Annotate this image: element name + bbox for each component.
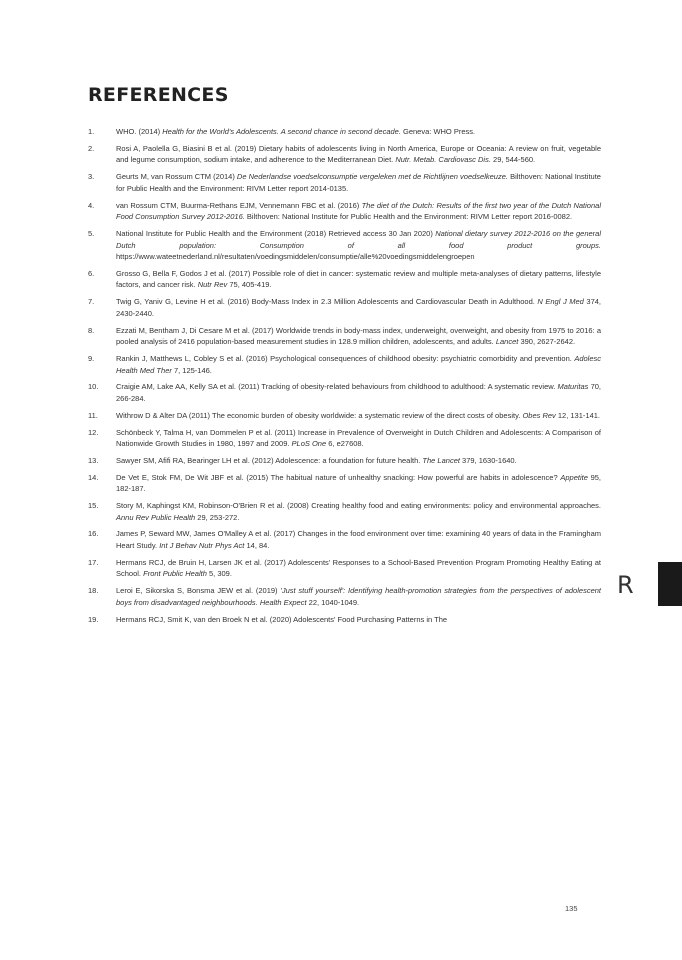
reference-segment: WHO. (2014) xyxy=(116,127,163,136)
reference-number: 19. xyxy=(88,614,99,624)
reference-segment: 12, 131-141. xyxy=(555,410,600,420)
reference-segment: Hermans RCJ, de Bruin H, Larsen JK et al. (2017) Adolescents' Responses to a School-Based Prevention Program Promoting Healthy Eating at School. xyxy=(116,557,601,579)
reference-number: 13. xyxy=(88,455,99,465)
reference-item xyxy=(88,500,601,523)
reference-italic-segment: Adolesc Health Med Ther xyxy=(116,354,601,375)
references-heading: REFERENCES xyxy=(88,84,229,106)
reference-text xyxy=(116,144,601,165)
reference-number: 7. xyxy=(88,297,95,307)
reference-italic-segment: Maturitas xyxy=(557,382,589,392)
reference-italic-segment: National dietary survey 2012-2016 on the general Dutch population: Consumption of all food product groups. xyxy=(116,228,602,250)
reference-number: 5. xyxy=(88,228,95,238)
reference-text xyxy=(116,326,601,347)
reference-item xyxy=(88,455,601,467)
reference-number: 9. xyxy=(88,354,95,363)
reference-italic-segment: The diet of the Dutch: Results of the first two year of the Dutch National Food Consumption Survey 2012-2016. xyxy=(116,200,601,222)
reference-segment: 75, 405-419. xyxy=(227,280,272,290)
reference-text xyxy=(116,473,601,494)
reference-italic-segment: Health for the World's Adolescents. A second chance in second decade. xyxy=(162,127,401,136)
reference-segment: Bilthoven: National Institute for Public Health and the Environment: RIVM Letter report 2014-0135. xyxy=(116,172,601,193)
reference-italic-segment: 'Just stuff yourself': Identifying health-promotion strategies from the perspectives of adolescent boys from disadvantaged neighbourhoods. xyxy=(116,586,601,607)
reference-number: 17. xyxy=(88,557,99,567)
reference-segment: 29, 544-560. xyxy=(490,155,536,165)
reference-item xyxy=(88,171,601,194)
reference-number: 2. xyxy=(88,143,95,153)
reference-italic-segment: N Engl J Med xyxy=(537,297,584,307)
reference-number: 1. xyxy=(88,127,95,136)
chapter-tab-letter: R xyxy=(617,571,634,599)
reference-italic-segment: De Nederlandse voedselconsumptie vergeleken met de Richtlijnen voedselkeuze. xyxy=(236,172,508,182)
reference-text xyxy=(116,558,601,579)
reference-text xyxy=(116,456,517,465)
reference-segment: James P, Seward MW, James O'Malley A et al. (2017) Changes in the food environment over time: examining 40 years of data in the Framingham Heart Study. xyxy=(116,529,601,551)
reference-italic-segment: Health Expect xyxy=(259,597,307,607)
reference-italic-segment: Int J Behav Nutr Phys Act xyxy=(159,541,245,551)
reference-number: 15. xyxy=(88,501,99,511)
reference-number: 8. xyxy=(88,325,95,335)
reference-item xyxy=(88,143,601,166)
reference-text xyxy=(116,127,475,136)
reference-text xyxy=(116,428,601,449)
reference-item xyxy=(88,268,601,291)
reference-segment: https://www.wateetnederland.nl/resultaten/voedingsmiddelen/consumptie/alle%20voedingsmiddelengroepen xyxy=(116,252,475,262)
reference-item xyxy=(88,200,601,223)
reference-italic-segment: Obes Rev xyxy=(522,410,556,420)
reference-italic-segment: Appetite xyxy=(560,472,588,482)
reference-text xyxy=(116,529,601,550)
reference-text xyxy=(116,354,601,375)
reference-segment: De Vet E, Stok FM, De Wit JBF et al. (2015) The habitual nature of unhealthy snacking: How powerful are habits in adolescence? xyxy=(116,472,561,482)
reference-segment: Story M, Kaphingst KM, Robinson-O'Brien R et al. (2008) Creating healthy food and eating environments: policy and environmental approaches. xyxy=(116,501,601,511)
reference-segment: 5, 309. xyxy=(206,569,232,579)
reference-segment: Twig G, Yaniv G, Levine H et al. (2016) Body-Mass Index in 2.3 Million Adolescents and Cardiovascular Death in Adulthood. xyxy=(116,297,538,307)
reference-item xyxy=(88,410,601,422)
reference-number: 3. xyxy=(88,172,95,182)
reference-item xyxy=(88,228,601,263)
chapter-tab xyxy=(658,562,682,606)
reference-italic-segment: PLoS One xyxy=(291,439,327,449)
reference-segment: 95, 182-187. xyxy=(116,472,602,494)
reference-segment: Hermans RCJ, Smit K, van den Broek N et al. (2020) Adolescents' Food Purchasing Patterns in The xyxy=(116,614,448,624)
reference-text xyxy=(116,229,601,261)
reference-text xyxy=(116,269,601,290)
reference-number: 14. xyxy=(88,472,99,482)
reference-item xyxy=(88,381,601,404)
reference-number: 11. xyxy=(88,410,98,420)
reference-segment: 6, e27608. xyxy=(326,439,364,449)
page-number: 135 xyxy=(565,904,578,913)
reference-segment: 22, 1040-1049. xyxy=(306,597,360,607)
reference-segment: Leroi E, Sikorska S, Bonsma JEW et al. (2019) xyxy=(116,586,281,596)
reference-number: 16. xyxy=(88,529,99,539)
reference-item xyxy=(88,325,601,348)
reference-text xyxy=(116,411,600,420)
reference-item xyxy=(88,585,601,608)
reference-italic-segment: Nutr Rev xyxy=(197,280,228,290)
reference-item xyxy=(88,353,601,376)
reference-segment: National Institute for Public Health and the Environment (2018) Retrieved access 30 Jan 2020) xyxy=(116,228,436,238)
reference-italic-segment: The Lancet xyxy=(422,455,460,465)
reference-segment: Geneva: WHO Press. xyxy=(400,127,476,136)
reference-segment: Rankin J, Matthews L, Cobley S et al. (2016) Psychological consequences of childhood obesity: psychiatric comorbidity and prevention. xyxy=(116,354,575,363)
reference-item xyxy=(88,427,601,450)
reference-segment: van Rossum CTM, Buurma-Rethans EJM, Vennemann FBC et al. (2016) xyxy=(116,200,362,210)
reference-item xyxy=(88,472,601,495)
reference-number: 4. xyxy=(88,200,95,210)
reference-text xyxy=(116,297,601,318)
reference-item xyxy=(88,528,601,551)
reference-segment: 7, 125-146. xyxy=(171,365,212,375)
reference-segment: 14, 84. xyxy=(244,541,270,551)
reference-segment: Withrow D & Alter DA (2011) The economic burden of obesity worldwide: a systematic review of the direct costs of obesity. xyxy=(116,410,523,420)
reference-italic-segment: Lancet xyxy=(495,337,519,347)
reference-item xyxy=(88,126,601,138)
reference-segment: 29, 253-272. xyxy=(195,512,240,522)
reference-number: 18. xyxy=(88,586,99,596)
reference-item xyxy=(88,296,601,319)
reference-text xyxy=(116,501,601,522)
reference-italic-segment: Front Public Health xyxy=(143,569,207,579)
reference-item xyxy=(88,614,601,626)
reference-segment: Grosso G, Bella F, Godos J et al. (2017) Possible role of diet in cancer: systematic review and multiple meta-analyses of dietary patterns, lifestyle factors, and cancer risk. xyxy=(116,268,601,290)
reference-italic-segment: Nutr. Metab. Cardiovasc Dis. xyxy=(395,155,491,165)
reference-item xyxy=(88,557,601,580)
reference-segment: Geurts M, van Rossum CTM (2014) xyxy=(116,172,237,182)
reference-text xyxy=(116,382,601,403)
reference-text xyxy=(116,201,601,222)
reference-text xyxy=(116,586,601,607)
reference-segment: 374, 2430-2440. xyxy=(116,297,601,318)
reference-segment: Rosi A, Paolella G, Biasini B et al. (2019) Dietary habits of adolescents living in North America, Europe or Oceania: A review on fruit, vegetable and legume consumption, sodium intake, and adherence to the Mediterranean Diet. xyxy=(116,143,601,165)
reference-text xyxy=(116,615,447,624)
reference-number: 10. xyxy=(88,382,99,392)
reference-segment: Schönbeck Y, Talma H, van Dommelen P et al. (2011) Increase in Prevalence of Overweight in Dutch Children and Adolescents: A Comparison of Nationwide Growth Studies in 1980, 1997 and 2009. xyxy=(116,427,601,449)
reference-segment: Craigie AM, Lake AA, Kelly SA et al. (2011) Tracking of obesity-related behaviours from childhood to adulthood: A systematic review. xyxy=(116,382,558,392)
reference-text xyxy=(116,172,601,193)
reference-italic-segment: Annu Rev Public Health xyxy=(116,512,196,522)
reference-segment: 379, 1630-1640. xyxy=(459,455,517,465)
reference-segment: 70, 266-284. xyxy=(116,382,601,403)
reference-list xyxy=(88,126,601,630)
reference-number: 6. xyxy=(88,268,95,278)
reference-segment: Ezzati M, Bentham J, Di Cesare M et al. (2017) Worldwide trends in body-mass index, underweight, overweight, and obesity from 1975 to 2016: a pooled analysis of 2416 population-based measurement studies in 128.9 million children, adolescents, and adults. xyxy=(116,325,601,347)
reference-segment: 390, 2627-2642. xyxy=(518,337,576,347)
reference-segment: Bilthoven: National Institute for Public Health and the Environment: RIVM Letter report 2016-0082. xyxy=(244,212,573,222)
reference-number: 12. xyxy=(88,427,99,437)
reference-segment: Sawyer SM, Afifi RA, Bearinger LH et al. (2012) Adolescence: a foundation for future health. xyxy=(116,455,423,465)
